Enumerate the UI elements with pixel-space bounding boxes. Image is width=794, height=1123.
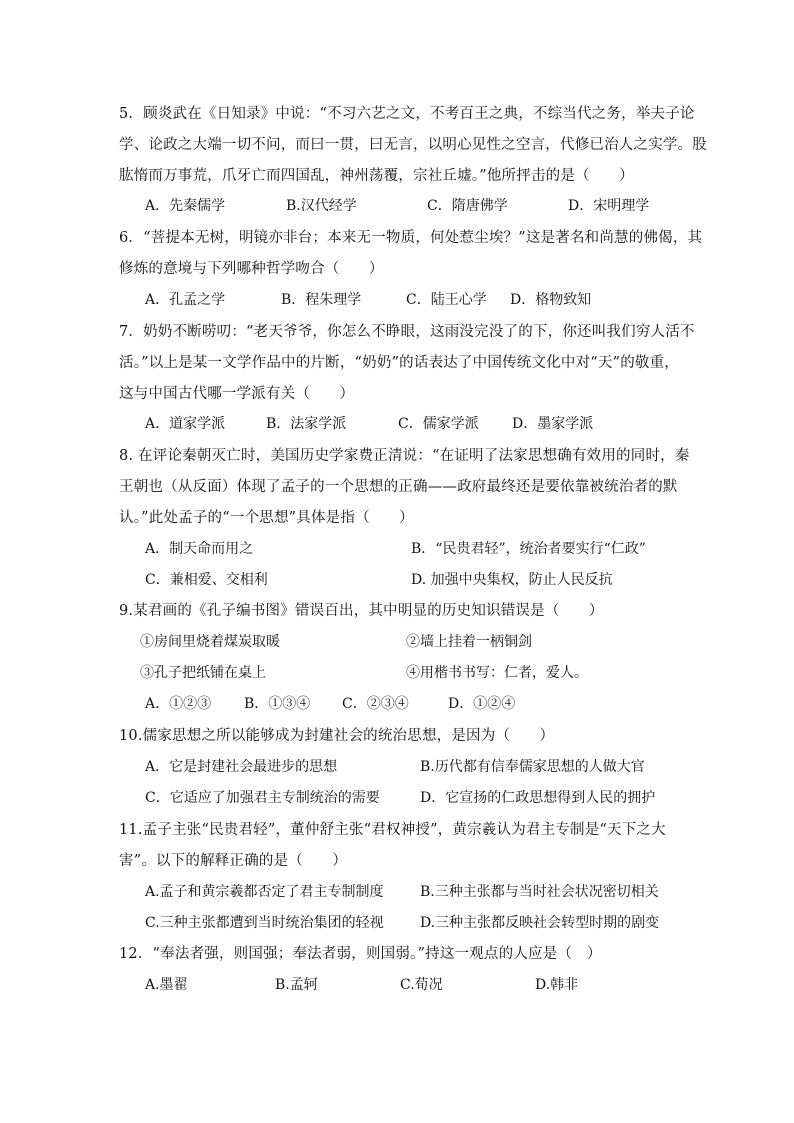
question-7-option-b: B．法家学派 [266, 416, 347, 432]
question-10-option-d: D．它宣扬的仁政思想得到人民的拥护 [420, 790, 656, 806]
question-9-item-3: ③孔子把纸铺在桌上 [140, 665, 266, 681]
question-10-option-b: B.历代都有信奉儒家思想的人做大官 [420, 759, 645, 775]
question-8-line-2: 王朝也（从反面）体现了孟子的一个思想的正确——政府最终还是要依靠被统治者的默 [119, 479, 678, 495]
question-5-option-b: B.汉代经学 [286, 198, 357, 214]
question-6-option-d: D．格物致知 [510, 292, 592, 308]
question-5-option-d: D．宋明理学 [568, 198, 650, 214]
question-7-line-1: 7．奶奶不断唠叨：“老天爷爷，你怎么不睁眼，这雨没完没了的下，你还叫我们穷人活不 [119, 324, 695, 340]
question-9-option-c: C．②③④ [342, 696, 409, 712]
question-7-option-d: D．墨家学派 [512, 416, 594, 432]
question-8-option-d: D. 加强中央集权，防止人民反抗 [411, 572, 613, 588]
question-8-line-3: 认。”此处孟子的“一个思想”具体是指（ ） [119, 510, 414, 526]
question-11-option-d: D.三种主张都反映社会转型时期的剧变 [420, 915, 660, 931]
question-10-option-c: C．它适应了加强君主专制统治的需要 [145, 790, 380, 806]
question-6-option-b: B．程朱理学 [281, 292, 362, 308]
question-9-line-1: 9.某君画的《孔子编书图》错误百出，其中明显的历史知识错误是（ ） [119, 603, 604, 619]
question-6-option-a: A．孔孟之学 [145, 292, 226, 308]
question-5-line-1: 5．顾炎武在《日知录》中说：“不习六艺之文，不考百王之典，不综当代之务，举夫子论 [119, 106, 695, 122]
question-10-option-a: A．它是封建社会最进步的思想 [145, 759, 338, 775]
question-8-line-1: 8. 在评论秦朝灭亡时，美国历史学家费正清说：“在证明了法家思想确有效用的同时，秦 [119, 448, 690, 464]
question-9-item-2: ②墙上挂着一柄铜剑 [406, 634, 532, 650]
question-6-line-2: 修炼的意境与下列哪种哲学吻合（ ） [119, 261, 384, 277]
question-11-option-c: C.三种主张都遭到当时统治集团的轻视 [145, 915, 384, 931]
question-12-option-a: A.墨翟 [145, 977, 188, 993]
question-9-item-4: ④用楷书书写：仁者，爱人。 [406, 665, 588, 681]
question-11-option-b: B.三种主张都与当时社会状况密切相关 [420, 884, 659, 900]
question-8-option-a: A．制天命而用之 [145, 541, 254, 557]
question-5-line-2: 学、论政之大端一切不问，而曰一贯，曰无言，以明心见性之空言，代修已治人之实学。股 [119, 137, 707, 153]
question-11-line-1: 11.孟子主张“民贵君轻”，董仲舒主张“君权神授”，黄宗羲认为君主专制是“天下之大 [119, 822, 666, 838]
question-9-option-d: D．①②④ [448, 696, 516, 712]
question-8-option-c: C．兼相爱、交相利 [145, 572, 268, 588]
question-11-option-a: A.孟子和黄宗羲都否定了君主专制制度 [145, 884, 384, 900]
question-10-line-1: 10.儒家思想之所以能够成为封建社会的统治思想，是因为（ ） [119, 728, 555, 744]
question-5-option-a: A．先秦儒学 [145, 198, 226, 214]
question-11-line-2: 害”。以下的解释正确的是（ ） [119, 853, 348, 869]
question-7-line-3: 这与中国古代哪一学派有关（ ） [119, 386, 355, 402]
question-5-line-3: 肱惰而万事荒，爪牙亡而四国乱，神州荡覆，宗社丘墟。”他所抨击的是（ ） [119, 168, 634, 184]
question-6-line-1: 6．“菩提本无树，明镜亦非台；本来无一物质，何处惹尘埃？”这是著名和尚慧的佛偈，其 [119, 230, 703, 246]
question-7-option-c: C．儒家学派 [398, 416, 479, 432]
question-7-option-a: A．道家学派 [145, 416, 226, 432]
question-8-option-b: B．“民贵君轻”，统治者要实行“仁政” [411, 541, 646, 557]
question-12-option-b: B.孟轲 [275, 977, 318, 993]
question-12-option-d: D.韩非 [535, 977, 579, 993]
question-6-option-c: C．陆王心学 [406, 292, 487, 308]
question-12-option-c: C.荀况 [400, 977, 443, 993]
question-9-option-b: B．①③④ [244, 696, 311, 712]
question-12-line-1: 12．“奉法者强，则国强；奉法者弱，则国弱。”持这一观点的人应是（ ） [119, 946, 602, 962]
question-9-option-a: A．①②③ [145, 696, 212, 712]
question-5-option-c: C．隋唐佛学 [427, 198, 508, 214]
question-9-item-1: ①房间里烧着煤炭取暖 [140, 634, 280, 650]
question-7-line-2: 活。”以上是某一文学作品中的片断，“奶奶”的话表达了中国传统文化中对“天”的敬重， [119, 355, 680, 371]
